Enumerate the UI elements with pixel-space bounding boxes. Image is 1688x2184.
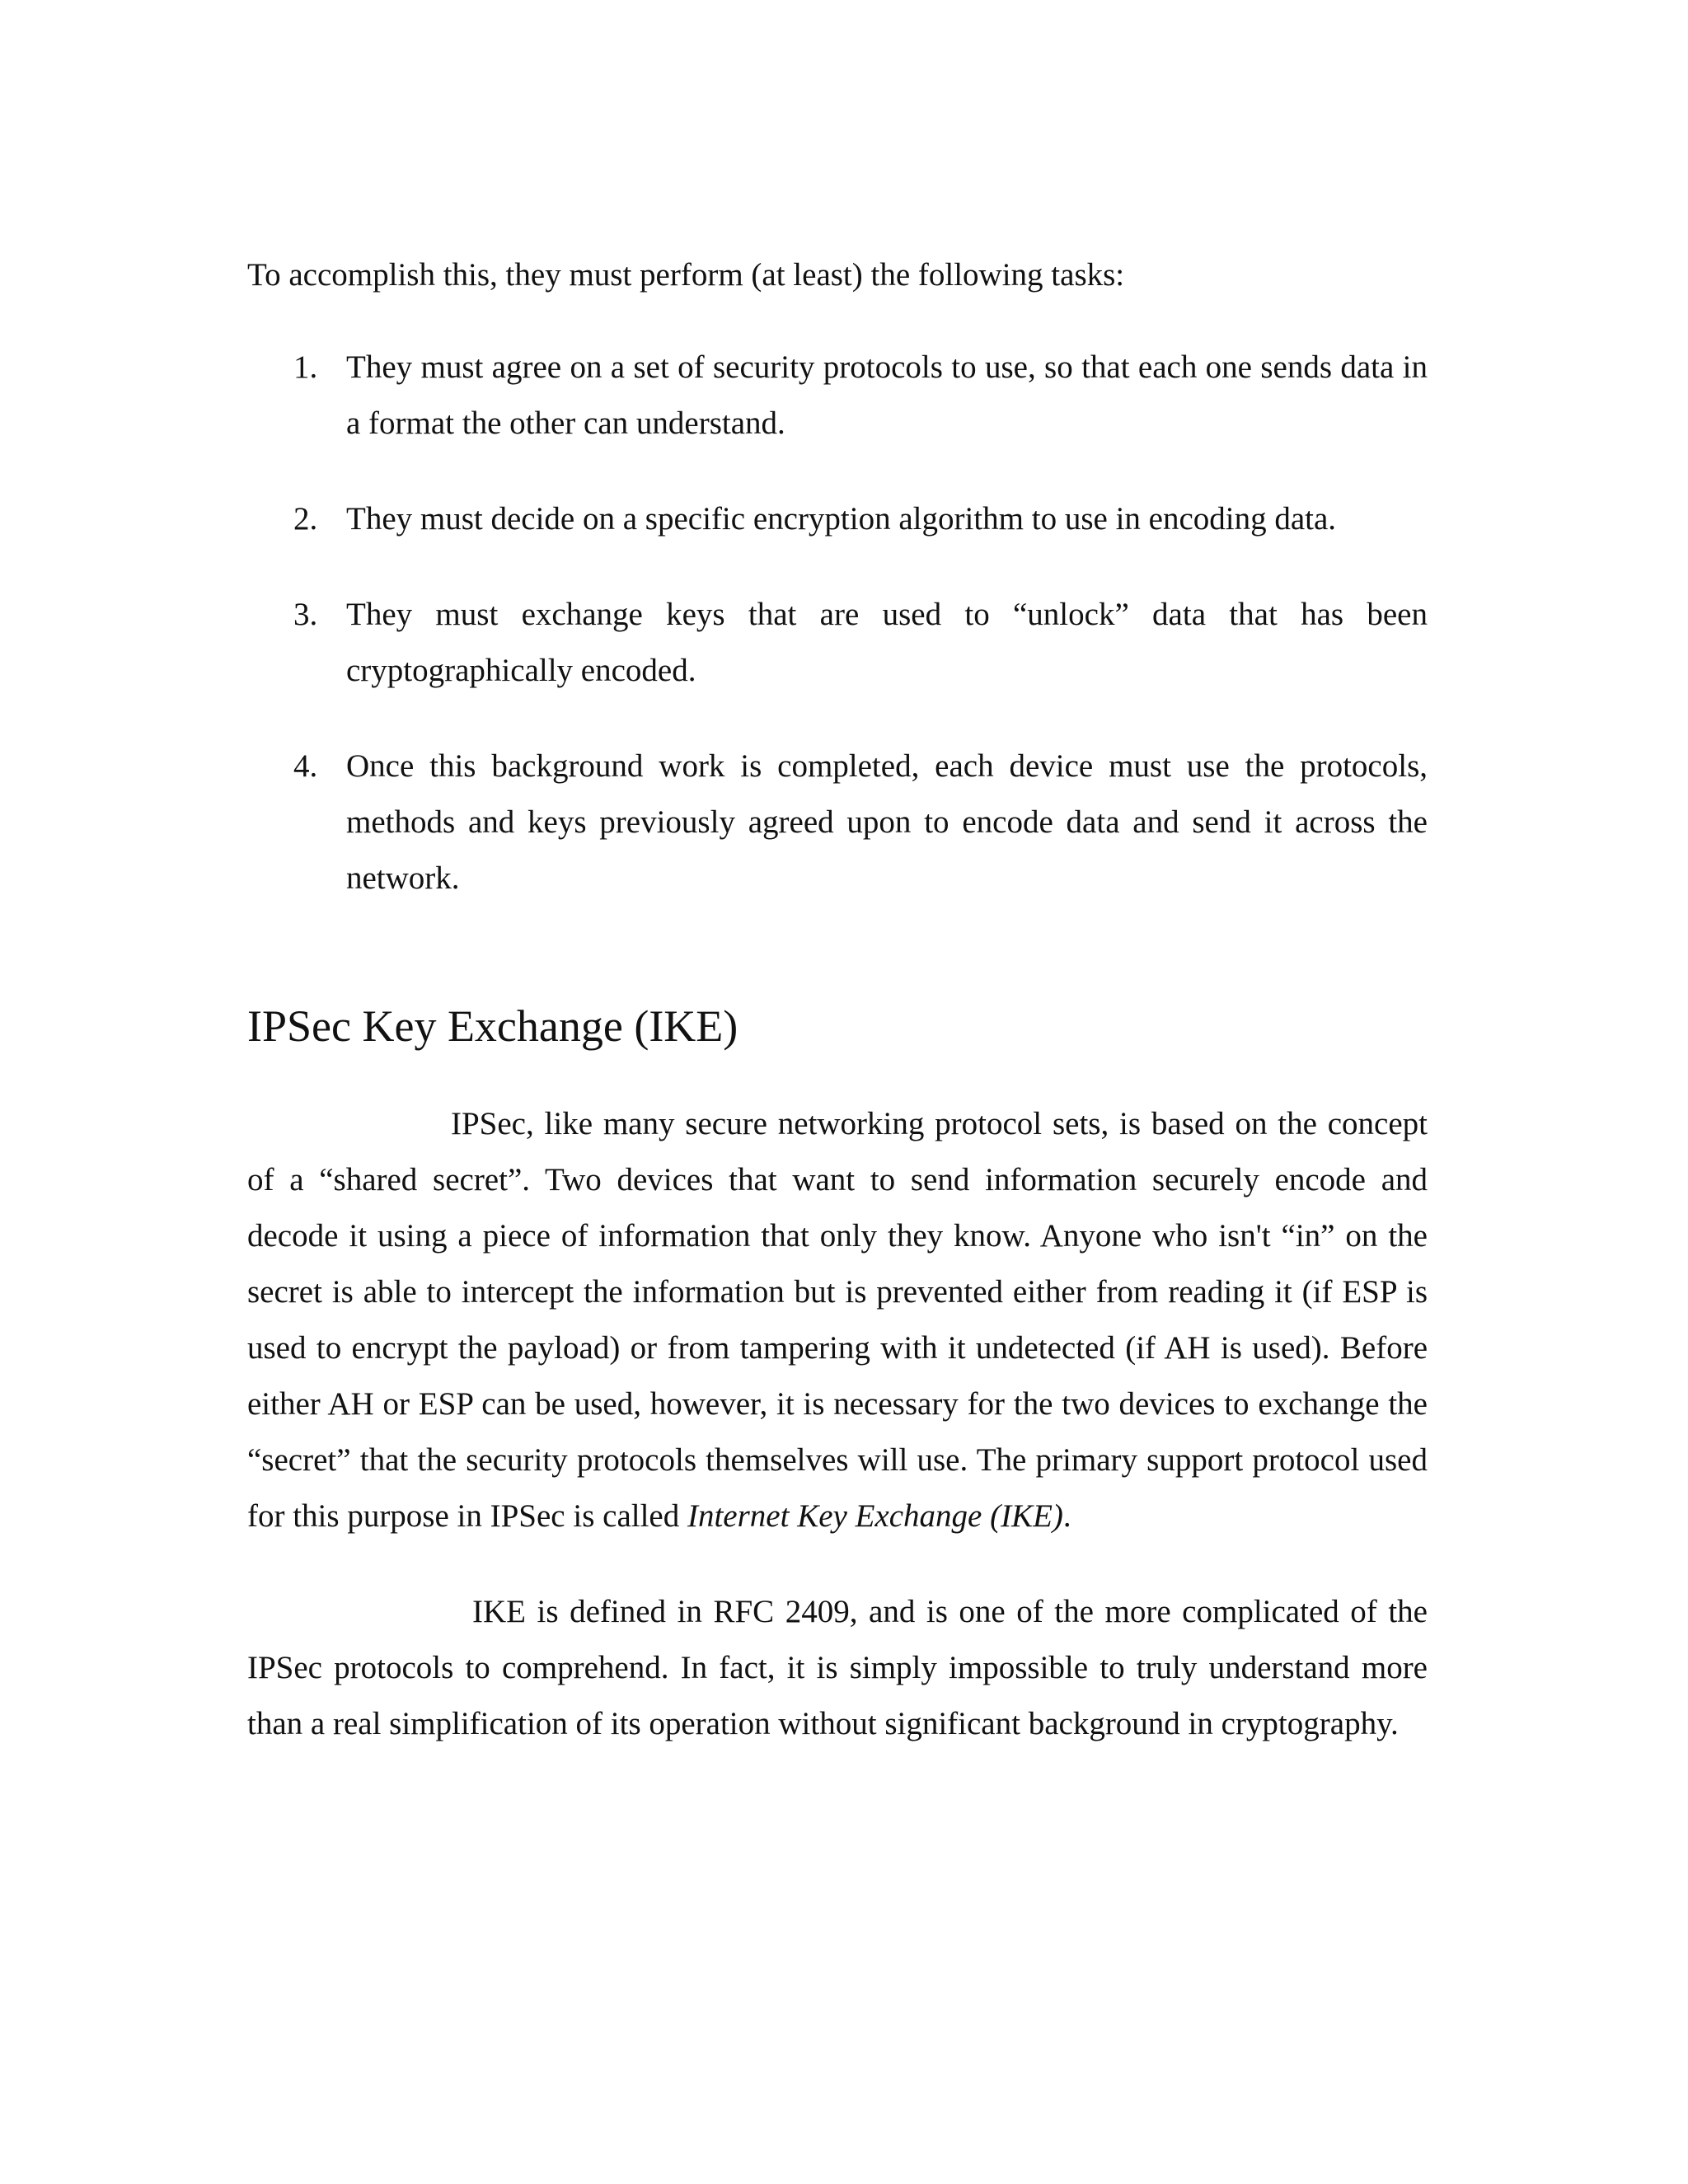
task-text: Once this background work is completed, each device must use the protocols, methods and keys previously agreed upon to encode data and send it across the network. [346,748,1428,896]
intro-text: To accomplish this, they must perform (at least) the following tasks: [247,257,1125,293]
task-item-3 [247,587,1428,699]
task-item-1 [247,340,1428,452]
ike-paragraph-1-end: . [1062,1498,1071,1534]
task-item-2 [247,491,1428,547]
task-number: 3. [293,597,318,632]
task-text: They must agree on a set of security protocols to use, so that each one sends data in a format the other can understand. [346,349,1428,441]
ike-paragraph-1 [247,1096,1428,1544]
task-number: 4. [293,748,318,784]
task-number: 1. [293,349,318,385]
ike-paragraph-1-text: IPSec, like many secure networking protocol sets, is based on the concept of a “shared secret”. Two devices that want to send information securely encode and decode it using a piece of information that only they know. Anyone who isn't “in” on the secret is able to intercept the information but is prevented either from reading it (if ESP is used to encrypt the payload) or from tampering with it undetected (if AH is used). Before either AH or ESP can be used, however, it is necessary for the two devices to exchange the “secret” that the security protocols themselves will use. The primary support protocol used for this purpose in IPSec is called [247,1106,1428,1534]
task-list [247,340,1428,907]
ike-paragraph-2: IKE is defined in RFC 2409, and is one of the more complicated of the IPSec protocols to comprehend. In fact, it is simply impossible to truly understand more than a real simplification of its operation without significant background in cryptography. [247,1594,1428,1741]
task-number: 2. [293,501,318,537]
section-heading: IPSec Key Exchange (IKE) [247,1001,738,1051]
task-text: They must exchange keys that are used to “unlock” data that has been cryptographically encoded. [346,597,1428,688]
task-item-4 [247,738,1428,907]
task-text: They must decide on a specific encryption algorithm to use in encoding data. [346,501,1337,537]
document-page [247,247,1428,1792]
ike-term-emphasis: Internet Key Exchange (IKE) [687,1498,1063,1534]
